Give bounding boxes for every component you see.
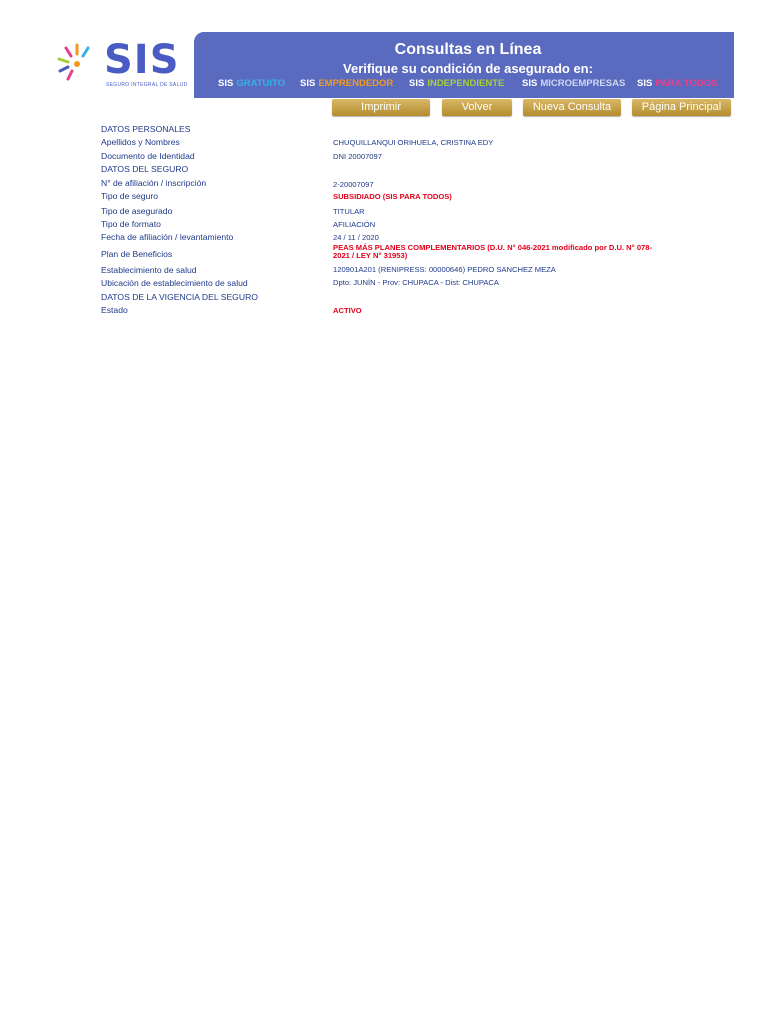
field-label: Fecha de afiliación / levantamiento bbox=[101, 232, 234, 243]
row-health-facility bbox=[101, 265, 661, 278]
field-label: Ubicación de establecimiento de salud bbox=[101, 278, 248, 289]
field-value: 120901A201 (RENIPRESS: 00000646) PEDRO SANCHEZ MEZA bbox=[333, 264, 556, 274]
row-affiliation-number bbox=[101, 178, 661, 192]
field-value: Dpto: JUNÍN - Prov: CHUPACA - Dist: CHUPACA bbox=[333, 278, 499, 288]
program-microempresas[interactable]: SIS MICROEMPRESAS bbox=[522, 78, 626, 89]
row-facility-location bbox=[101, 278, 661, 291]
logo-subtitle: SEGURO INTEGRAL DE SALUD bbox=[106, 82, 188, 88]
field-label: Tipo de formato bbox=[101, 218, 161, 229]
field-label: Plan de Beneficios bbox=[101, 248, 173, 259]
home-button[interactable]: Página Principal bbox=[632, 99, 731, 116]
program-name: GRATUITO bbox=[236, 78, 286, 89]
field-label: Apellidos y Nombres bbox=[101, 137, 180, 148]
section-heading: DATOS DE LA VIGENCIA DEL SEGURO bbox=[101, 291, 258, 302]
program-list bbox=[218, 78, 734, 92]
section-validity-data bbox=[101, 292, 661, 305]
row-full-name bbox=[101, 137, 661, 150]
back-button[interactable]: Volver bbox=[442, 99, 512, 116]
field-value: SUBSIDIADO (SIS PARA TODOS) bbox=[333, 192, 452, 202]
program-para-todos[interactable]: SIS PARA TODOS bbox=[637, 78, 718, 89]
print-button[interactable]: Imprimir bbox=[332, 99, 430, 116]
logo-wordmark: SIS bbox=[104, 37, 180, 83]
program-name: PARA TODOS bbox=[655, 78, 718, 89]
row-insurance-type bbox=[101, 191, 661, 205]
row-format-type bbox=[101, 219, 661, 232]
program-name: MICROEMPRESAS bbox=[540, 78, 626, 89]
field-label: Documento de Identidad bbox=[101, 150, 195, 161]
program-emprendedor[interactable]: SIS EMPRENDEDOR bbox=[300, 78, 394, 89]
field-value: AFILIACIÓN bbox=[333, 219, 376, 229]
program-name: INDEPENDIENTE bbox=[427, 78, 505, 89]
new-query-button[interactable]: Nueva Consulta bbox=[523, 99, 621, 116]
field-value: DNI 20007097 bbox=[333, 151, 382, 161]
field-value: TITULAR bbox=[333, 206, 365, 216]
row-status bbox=[101, 305, 661, 318]
row-benefits-plan bbox=[101, 242, 661, 265]
section-insurance-data bbox=[101, 164, 661, 177]
field-label: Tipo de seguro bbox=[101, 191, 159, 202]
field-label: Estado bbox=[101, 304, 128, 315]
program-name: EMPRENDEDOR bbox=[318, 78, 394, 89]
row-id-document bbox=[101, 151, 661, 164]
header-banner bbox=[202, 32, 734, 98]
sunburst-icon bbox=[56, 42, 98, 84]
field-label: Establecimiento de salud bbox=[101, 264, 197, 275]
row-insured-type bbox=[101, 206, 661, 219]
field-value: CHUQUILLANQUI ORIHUELA, CRISTINA EDY bbox=[333, 138, 494, 148]
insured-details bbox=[101, 124, 661, 318]
field-label: Tipo de asegurado bbox=[101, 205, 173, 216]
section-heading: DATOS DEL SEGURO bbox=[101, 164, 189, 175]
site-header bbox=[48, 32, 734, 98]
field-value: PEAS MÁS PLANES COMPLEMENTARIOS (D.U. N° 046-2021 modificado por D.U. N° 078-2021 / LEY N° 31953) bbox=[333, 242, 653, 261]
field-value: 24 / 11 / 2020 bbox=[333, 233, 379, 243]
program-independiente[interactable]: SIS INDEPENDIENTE bbox=[409, 78, 505, 89]
page-subtitle: Verifique su condición de asegurado en: bbox=[343, 61, 593, 76]
field-value: 2-20007097 bbox=[333, 179, 374, 189]
status-value: ACTIVO bbox=[333, 305, 362, 315]
page-title: Consultas en Línea bbox=[394, 41, 542, 58]
action-toolbar bbox=[332, 99, 732, 119]
sis-logo[interactable] bbox=[48, 32, 202, 98]
program-gratuito[interactable]: SIS GRATUITO bbox=[218, 78, 286, 89]
section-heading: DATOS PERSONALES bbox=[101, 124, 191, 134]
field-label: N° de afiliación / inscripción bbox=[101, 177, 207, 188]
section-personal-data bbox=[101, 124, 661, 137]
